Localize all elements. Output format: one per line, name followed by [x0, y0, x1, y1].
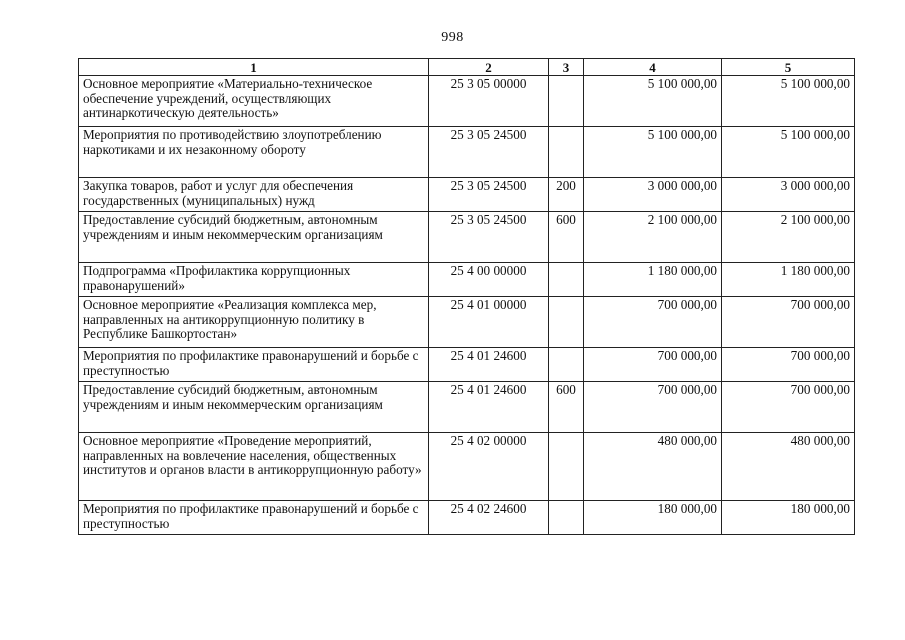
row-expense-type-cell	[549, 297, 584, 348]
row-name-cell: Основное мероприятие «Материально-техническое обеспечение учреждений, осуществляющих антинаркотическую деятельность»	[79, 76, 429, 127]
row-name-cell: Мероприятия по профилактике правонарушений и борьбе с преступностью	[79, 501, 429, 535]
row-code-cell: 25 4 00 00000	[429, 263, 549, 297]
row-expense-type-cell: 600	[549, 212, 584, 263]
row-code-cell: 25 4 02 00000	[429, 433, 549, 501]
row-expense-type-cell	[549, 263, 584, 297]
row-code-cell: 25 3 05 24500	[429, 212, 549, 263]
row-amount-1-cell: 180 000,00	[584, 501, 722, 535]
row-name-cell: Мероприятия по профилактике правонарушений и борьбе с преступностью	[79, 348, 429, 382]
row-amount-1-cell: 1 180 000,00	[584, 263, 722, 297]
table-row	[79, 501, 855, 535]
row-code-cell: 25 4 01 24600	[429, 348, 549, 382]
row-expense-type-cell	[549, 501, 584, 535]
row-name-cell: Закупка товаров, работ и услуг для обеспечения государственных (муниципальных) нужд	[79, 178, 429, 212]
row-amount-1-cell: 480 000,00	[584, 433, 722, 501]
row-name-cell: Основное мероприятие «Реализация комплекса мер, направленных на антикоррупционную политику в Республике Башкортостан»	[79, 297, 429, 348]
table-row	[79, 382, 855, 433]
row-amount-1-cell: 700 000,00	[584, 297, 722, 348]
table-row	[79, 297, 855, 348]
row-name-cell: Подпрограмма «Профилактика коррупционных правонарушений»	[79, 263, 429, 297]
row-amount-1-cell: 700 000,00	[584, 348, 722, 382]
row-name-cell: Мероприятия по противодействию злоупотреблению наркотиками и их незаконному обороту	[79, 127, 429, 178]
row-code-cell: 25 4 01 00000	[429, 297, 549, 348]
row-code-cell: 25 3 05 00000	[429, 76, 549, 127]
table-row	[79, 433, 855, 501]
table-row	[79, 212, 855, 263]
row-name-cell: Основное мероприятие «Проведение мероприятий, направленных на вовлечение населения, общественных институтов и органов власти в антикоррупционную работу»	[79, 433, 429, 501]
column-header-3: 3	[549, 59, 584, 76]
table-header-row	[79, 59, 855, 76]
row-expense-type-cell: 200	[549, 178, 584, 212]
row-amount-2-cell: 700 000,00	[722, 382, 855, 433]
row-amount-1-cell: 5 100 000,00	[584, 76, 722, 127]
column-header-2: 2	[429, 59, 549, 76]
row-amount-2-cell: 1 180 000,00	[722, 263, 855, 297]
row-amount-2-cell: 3 000 000,00	[722, 178, 855, 212]
budget-table	[78, 58, 855, 535]
row-name-cell: Предоставление субсидий бюджетным, автономным учреждениям и иным некоммерческим организациям	[79, 382, 429, 433]
row-name-cell: Предоставление субсидий бюджетным, автономным учреждениям и иным некоммерческим организациям	[79, 212, 429, 263]
page-number: 998	[441, 30, 464, 45]
table-row	[79, 76, 855, 127]
row-amount-1-cell: 3 000 000,00	[584, 178, 722, 212]
row-expense-type-cell	[549, 433, 584, 501]
table-row	[79, 263, 855, 297]
row-code-cell: 25 3 05 24500	[429, 178, 549, 212]
row-code-cell: 25 4 01 24600	[429, 382, 549, 433]
row-amount-1-cell: 2 100 000,00	[584, 212, 722, 263]
column-header-1: 1	[79, 59, 429, 76]
row-expense-type-cell: 600	[549, 382, 584, 433]
table-row	[79, 348, 855, 382]
row-code-cell: 25 4 02 24600	[429, 501, 549, 535]
row-amount-2-cell: 480 000,00	[722, 433, 855, 501]
row-amount-2-cell: 180 000,00	[722, 501, 855, 535]
column-header-4: 4	[584, 59, 722, 76]
row-amount-2-cell: 2 100 000,00	[722, 212, 855, 263]
row-expense-type-cell	[549, 76, 584, 127]
row-amount-2-cell: 5 100 000,00	[722, 76, 855, 127]
row-amount-1-cell: 5 100 000,00	[584, 127, 722, 178]
row-code-cell: 25 3 05 24500	[429, 127, 549, 178]
row-expense-type-cell	[549, 127, 584, 178]
row-amount-2-cell: 700 000,00	[722, 348, 855, 382]
row-amount-1-cell: 700 000,00	[584, 382, 722, 433]
row-amount-2-cell: 700 000,00	[722, 297, 855, 348]
column-header-5: 5	[722, 59, 855, 76]
table-row	[79, 178, 855, 212]
table-row	[79, 127, 855, 178]
row-expense-type-cell	[549, 348, 584, 382]
row-amount-2-cell: 5 100 000,00	[722, 127, 855, 178]
